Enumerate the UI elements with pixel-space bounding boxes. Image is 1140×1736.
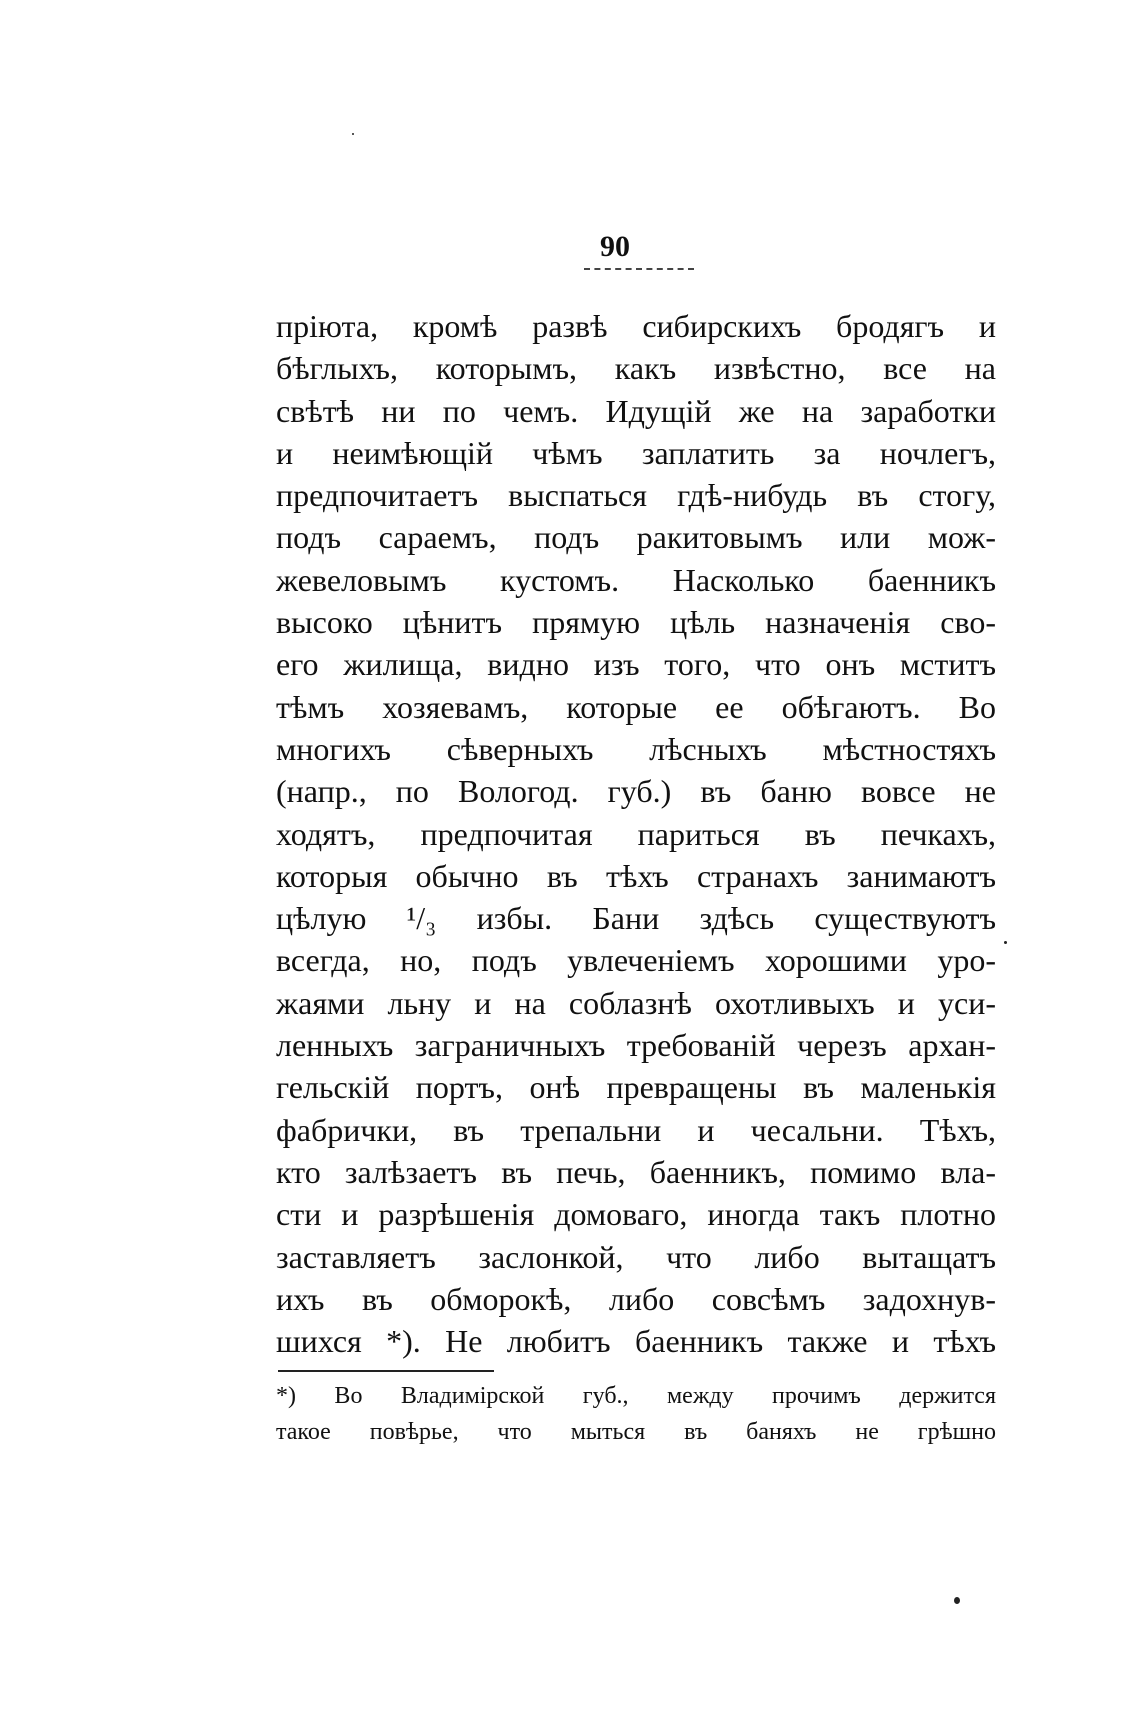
footnote bbox=[276, 1378, 996, 1450]
footnote-line: *) Во Владимірской губ., между прочимъ держится bbox=[276, 1383, 996, 1409]
text-line: шихся *). Не любитъ баенникъ также и тѣхъ bbox=[276, 1323, 996, 1360]
text-line: и неимѣющій чѣмъ заплатить за ночлегъ, bbox=[276, 434, 996, 471]
text-line: высоко цѣнитъ прямую цѣль назначенія сво- bbox=[276, 604, 996, 641]
body-text bbox=[276, 305, 996, 1362]
text-line: предпочитаетъ выспаться гдѣ-нибудь въ стогу, bbox=[276, 477, 996, 514]
text-line: его жилища, видно изъ того, что онъ мститъ bbox=[276, 646, 996, 683]
text-line: кто залѣзаетъ въ печь, баенникъ, помимо вла- bbox=[276, 1153, 996, 1190]
text-line: подъ сараемъ, подъ ракитовымъ или мож- bbox=[276, 519, 996, 556]
ink-speck bbox=[352, 133, 354, 135]
text-line: гельскій портъ, онѣ превращены въ маленькія bbox=[276, 1069, 996, 1106]
text-line: ходятъ, предпочитая париться въ печкахъ, bbox=[276, 815, 996, 852]
text-line: (напр., по Вологод. губ.) въ баню вовсе не bbox=[276, 773, 996, 810]
text-line: заставляетъ заслонкой, что либо вытащатъ bbox=[276, 1238, 996, 1275]
page-number-rule bbox=[584, 268, 694, 270]
text-line: свѣтѣ ни по чемъ. Идущій же на заработки bbox=[276, 392, 996, 429]
text-line: пріюта, кромѣ развѣ сибирскихъ бродягъ и bbox=[276, 308, 996, 344]
text-line: тѣмъ хозяевамъ, которые ее обѣгаютъ. Во bbox=[276, 688, 996, 725]
text-line: цѣлую ¹/₃ избы. Бани здѣсь существуютъ bbox=[276, 900, 996, 937]
text-line: которыя обычно въ тѣхъ странахъ занимаютъ bbox=[276, 857, 996, 894]
text-line: фабрички, въ трепальни и чесальни. Тѣхъ, bbox=[276, 1111, 996, 1148]
text-line: сти и разрѣшенія домоваго, иногда такъ плотно bbox=[276, 1196, 996, 1233]
text-line: всегда, но, подъ увлеченіемъ хорошими уро- bbox=[276, 942, 996, 979]
text-line: бѣглыхъ, которымъ, какъ извѣстно, все на bbox=[276, 350, 996, 387]
ink-speck bbox=[1004, 941, 1007, 944]
footnote-rule bbox=[278, 1370, 494, 1372]
text-line: многихъ сѣверныхъ лѣсныхъ мѣстностяхъ bbox=[276, 730, 996, 767]
text-line: ленныхъ заграничныхъ требованій черезъ архан- bbox=[276, 1027, 996, 1064]
ink-speck bbox=[954, 1597, 960, 1604]
text-line: жевеловымъ кустомъ. Насколько баенникъ bbox=[276, 561, 996, 598]
text-line: ихъ въ обморокѣ, либо совсѣмъ задохнув- bbox=[276, 1280, 996, 1317]
text-line: жаями льну и на соблазнѣ охотливыхъ и уси- bbox=[276, 984, 996, 1021]
footnote-line: такое повѣрье, что мыться въ баняхъ не грѣшно bbox=[276, 1419, 996, 1445]
page-number: 90 bbox=[600, 230, 630, 263]
